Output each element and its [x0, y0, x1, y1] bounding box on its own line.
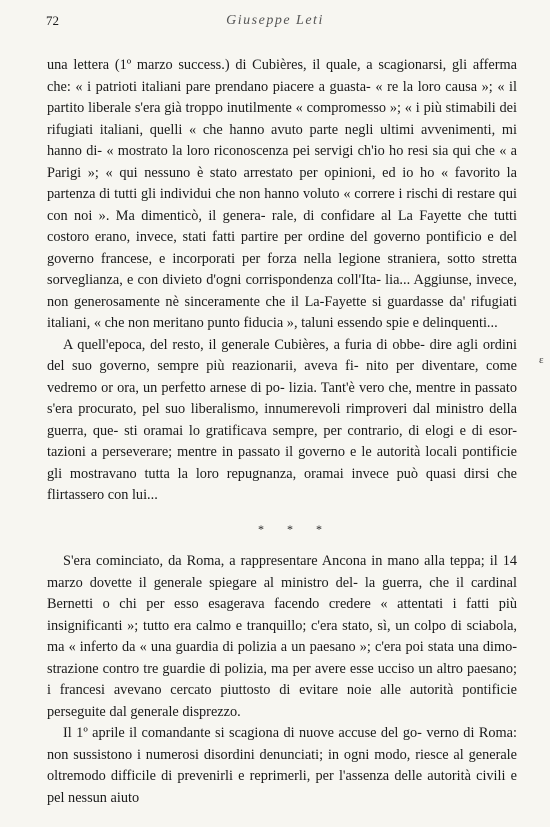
paragraph-2: A quell'epoca, del resto, il generale Cubières, a furia di obbe- dire agli ordini del suo governo, sempre più reazionarii, aveva fi- nito per diventare, come vedremo or ora, un perfetto arnese di po- lizia. Tant'è vero che, mentre in passato s'era procurato, pel suo liberalismo, innumerevoli rimproveri dal ministro della guerra, que- sti oramai lo gratificava sempre, per contrario, di elogi e di esor- tazioni a perseverare; mentre in passato il governo e le autorità locali pontificie gli mostravano tutta la loro repugnanza, oramai invece può quasi dirsi che flirtassero con lui... [47, 336, 517, 503]
page-body [47, 55, 517, 809]
paragraph-1: una lettera (1º marzo success.) di Cubières, il quale, a scagionarsi, gli afferma che: « i patrioti italiani pare prendano piacere a guasta- « re la loro causa »; « il partito liberale s'era già troppo inutilmente « compromesso »; « i più stimabili dei rifugiati italiani, quelli « che hanno avuto parte negli ultimi avvenimenti, mi hanno di- « mostrato la loro riconoscenza pei servigi ch'io ho resi sia qui che « a Parigi »; « qui nessuno è stato arrestato per opinioni, ed io ho « favorito la partenza di tutti gli individui che non hanno voluto « correre i rischi di restare qui con noi ». Ma dimenticò, il genera- rale, di confidare al La Fayette che tutti costoro erano, invece, stati fatti partire per ordine del governo pontificio e del governo francese, e incorporati per forza nella legione straniera, sotto stretta sorveglianza, e con divieto d'ogni corrispondenza coll'Ita- lia... Aggiunse, invece, non generosamente nè sinceramente che il La-Fayette si guardasse da' rifugiati italiani, « che non meritano punto fiducia », taluni essendo spie e delinquenti... [47, 57, 517, 331]
page-number: 72 [46, 13, 59, 28]
paragraph-4: Il 1º aprile il comandante si scagiona di nuove accuse del go- verno di Roma: non sussistono i numerosi disordini denunciati; in ogni modo, riesce al generale oltremodo difficile di prevenirli e reprimerli, per l'assenza delle autorità civili e pel nessun aiuto [47, 725, 517, 806]
paragraph-3: S'era cominciato, da Roma, a rappresentare Ancona in mano alla teppa; il 14 marzo dovette il generale spiegare al ministro del- la guerra, che il cardinal Bernetti o chi per esso esagerava facendo credere « attentati i fatti più insignificanti »; tutto era calmo e tranquillo; c'era stato, sì, un colpo di sciabola, ma « inferto da « una guardia di polizia a un paesano »; c'era poi stata una dimo- strazione contro tre guardie di polizia, ma per avere esse ucciso un altro paesano; i francesi avevano cercato piuttosto di evitare noie alle autorità pontificie perseguite dal generale disprezzo. [47, 553, 517, 720]
running-header [0, 13, 550, 35]
margin-mark: ε [539, 354, 544, 366]
section-break: * * * [258, 521, 332, 536]
running-title: Giuseppe Leti [226, 13, 324, 28]
